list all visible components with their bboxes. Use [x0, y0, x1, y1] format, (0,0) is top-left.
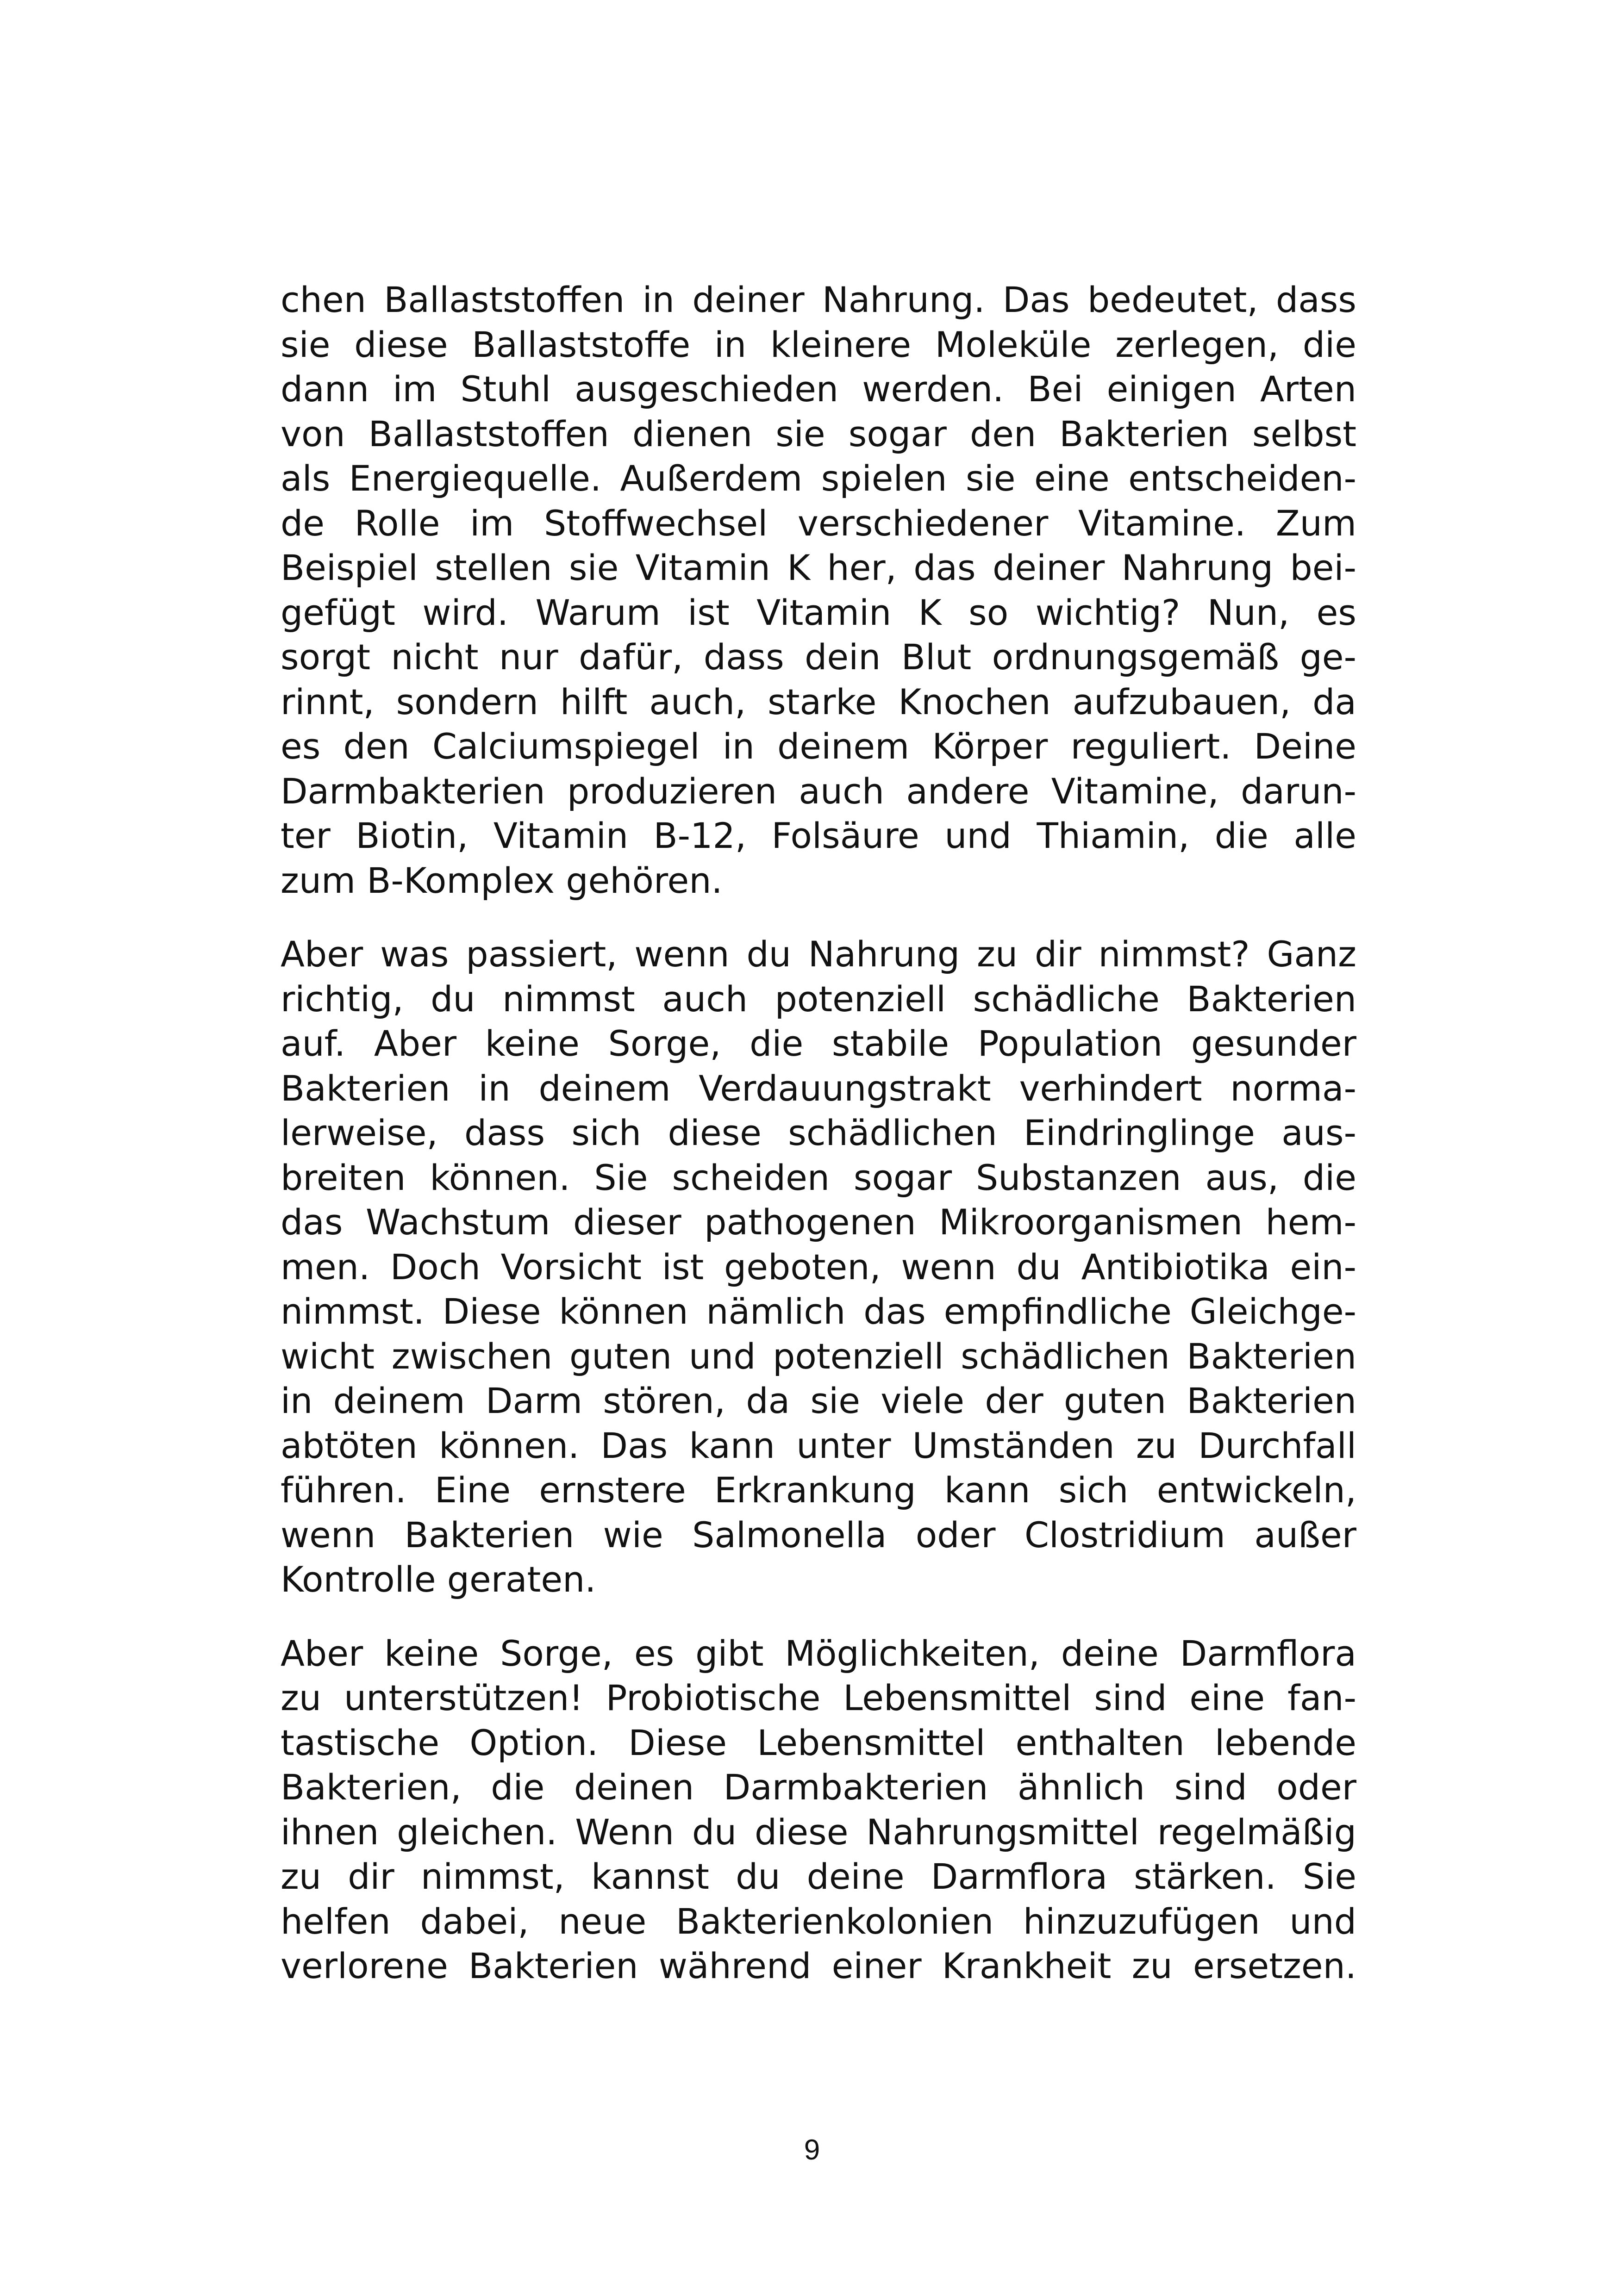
text-line: ihnen gleichen. Wenn du diese Nahrungsmittel regelmäßig: [281, 1811, 1356, 1853]
text-line: rinnt, sondern hilft auch, starke Knochen aufzubauen, da: [281, 681, 1356, 722]
text-line: wicht zwischen guten und potenziell schädlichen Bakterien: [281, 1335, 1356, 1377]
text-line: lerweise, dass sich diese schädlichen Eindringlinge aus-: [281, 1112, 1356, 1153]
text-line: auf. Aber keine Sorge, die stabile Population gesunder: [281, 1023, 1356, 1064]
text-line: es den Calciumspiegel in deinem Körper reguliert. Deine: [281, 726, 1356, 767]
text-line: Beispiel stellen sie Vitamin K her, das deiner Nahrung bei-: [281, 547, 1356, 588]
text-line: das Wachstum dieser pathogenen Mikroorganismen hem-: [281, 1201, 1356, 1243]
text-line: Bakterien, die deinen Darmbakterien ähnlich sind oder: [281, 1767, 1356, 1808]
text-line: wenn Bakterien wie Salmonella oder Clostridium außer: [281, 1514, 1356, 1556]
text-line: dann im Stuhl ausgeschieden werden. Bei einigen Arten: [281, 368, 1356, 410]
text-line: zum B-Komplex gehören.: [281, 859, 723, 901]
page-number: 9: [804, 2134, 820, 2166]
text-line: in deinem Darm stören, da sie viele der guten Bakterien: [281, 1380, 1356, 1421]
text-line: Aber keine Sorge, es gibt Möglichkeiten, deine Darmflora: [281, 1632, 1356, 1674]
text-line: verlorene Bakterien während einer Krankheit zu ersetzen.: [281, 1945, 1356, 1986]
paragraph-3: [281, 1631, 1356, 1989]
paragraph-2: [281, 932, 1356, 1602]
text-line: führen. Eine ernstere Erkrankung kann sich entwickeln,: [281, 1469, 1356, 1511]
text-line: gefügt wird. Warum ist Vitamin K so wichtig? Nun, es: [281, 591, 1356, 633]
text-line: Bakterien in deinem Verdauungstrakt verhindert norma-: [281, 1067, 1356, 1109]
text-line: von Ballaststoffen dienen sie sogar den Bakterien selbst: [281, 413, 1356, 454]
text-line: Kontrolle geraten.: [281, 1559, 596, 1600]
paragraph-1: [281, 278, 1356, 903]
text-line: breiten können. Sie scheiden sogar Substanzen aus, die: [281, 1157, 1356, 1198]
text-line: zu unterstützen! Probiotische Lebensmittel sind eine fan-: [281, 1677, 1356, 1718]
text-line: sorgt nicht nur dafür, dass dein Blut ordnungsgemäß ge-: [281, 636, 1356, 678]
text-line: zu dir nimmst, kannst du deine Darmflora stärken. Sie: [281, 1856, 1356, 1897]
text-line: Darmbakterien produzieren auch andere Vitamine, darun-: [281, 770, 1356, 812]
text-line: als Energiequelle. Außerdem spielen sie eine entscheiden-: [281, 458, 1356, 499]
text-line: chen Ballaststoffen in deiner Nahrung. Das bedeutet, dass: [281, 279, 1356, 320]
text-line: abtöten können. Das kann unter Umständen zu Durchfall: [281, 1425, 1356, 1466]
body-text: [281, 278, 1356, 2018]
text-line: ter Biotin, Vitamin B-12, Folsäure und Thiamin, die alle: [281, 815, 1356, 856]
text-line: sie diese Ballaststoffe in kleinere Moleküle zerlegen, die: [281, 324, 1356, 365]
text-line: helfen dabei, neue Bakterienkolonien hinzuzufügen und: [281, 1900, 1356, 1942]
text-line: de Rolle im Stoffwechsel verschiedener Vitamine. Zum: [281, 502, 1356, 544]
text-line: richtig, du nimmst auch potenziell schädliche Bakterien: [281, 978, 1356, 1020]
text-line: men. Doch Vorsicht ist geboten, wenn du Antibiotika ein-: [281, 1246, 1356, 1288]
text-line: Aber was passiert, wenn du Nahrung zu dir nimmst? Ganz: [281, 933, 1356, 975]
text-line: tastische Option. Diese Lebensmittel enthalten lebende: [281, 1722, 1356, 1763]
text-line: nimmst. Diese können nämlich das empfindliche Gleichge-: [281, 1291, 1356, 1332]
